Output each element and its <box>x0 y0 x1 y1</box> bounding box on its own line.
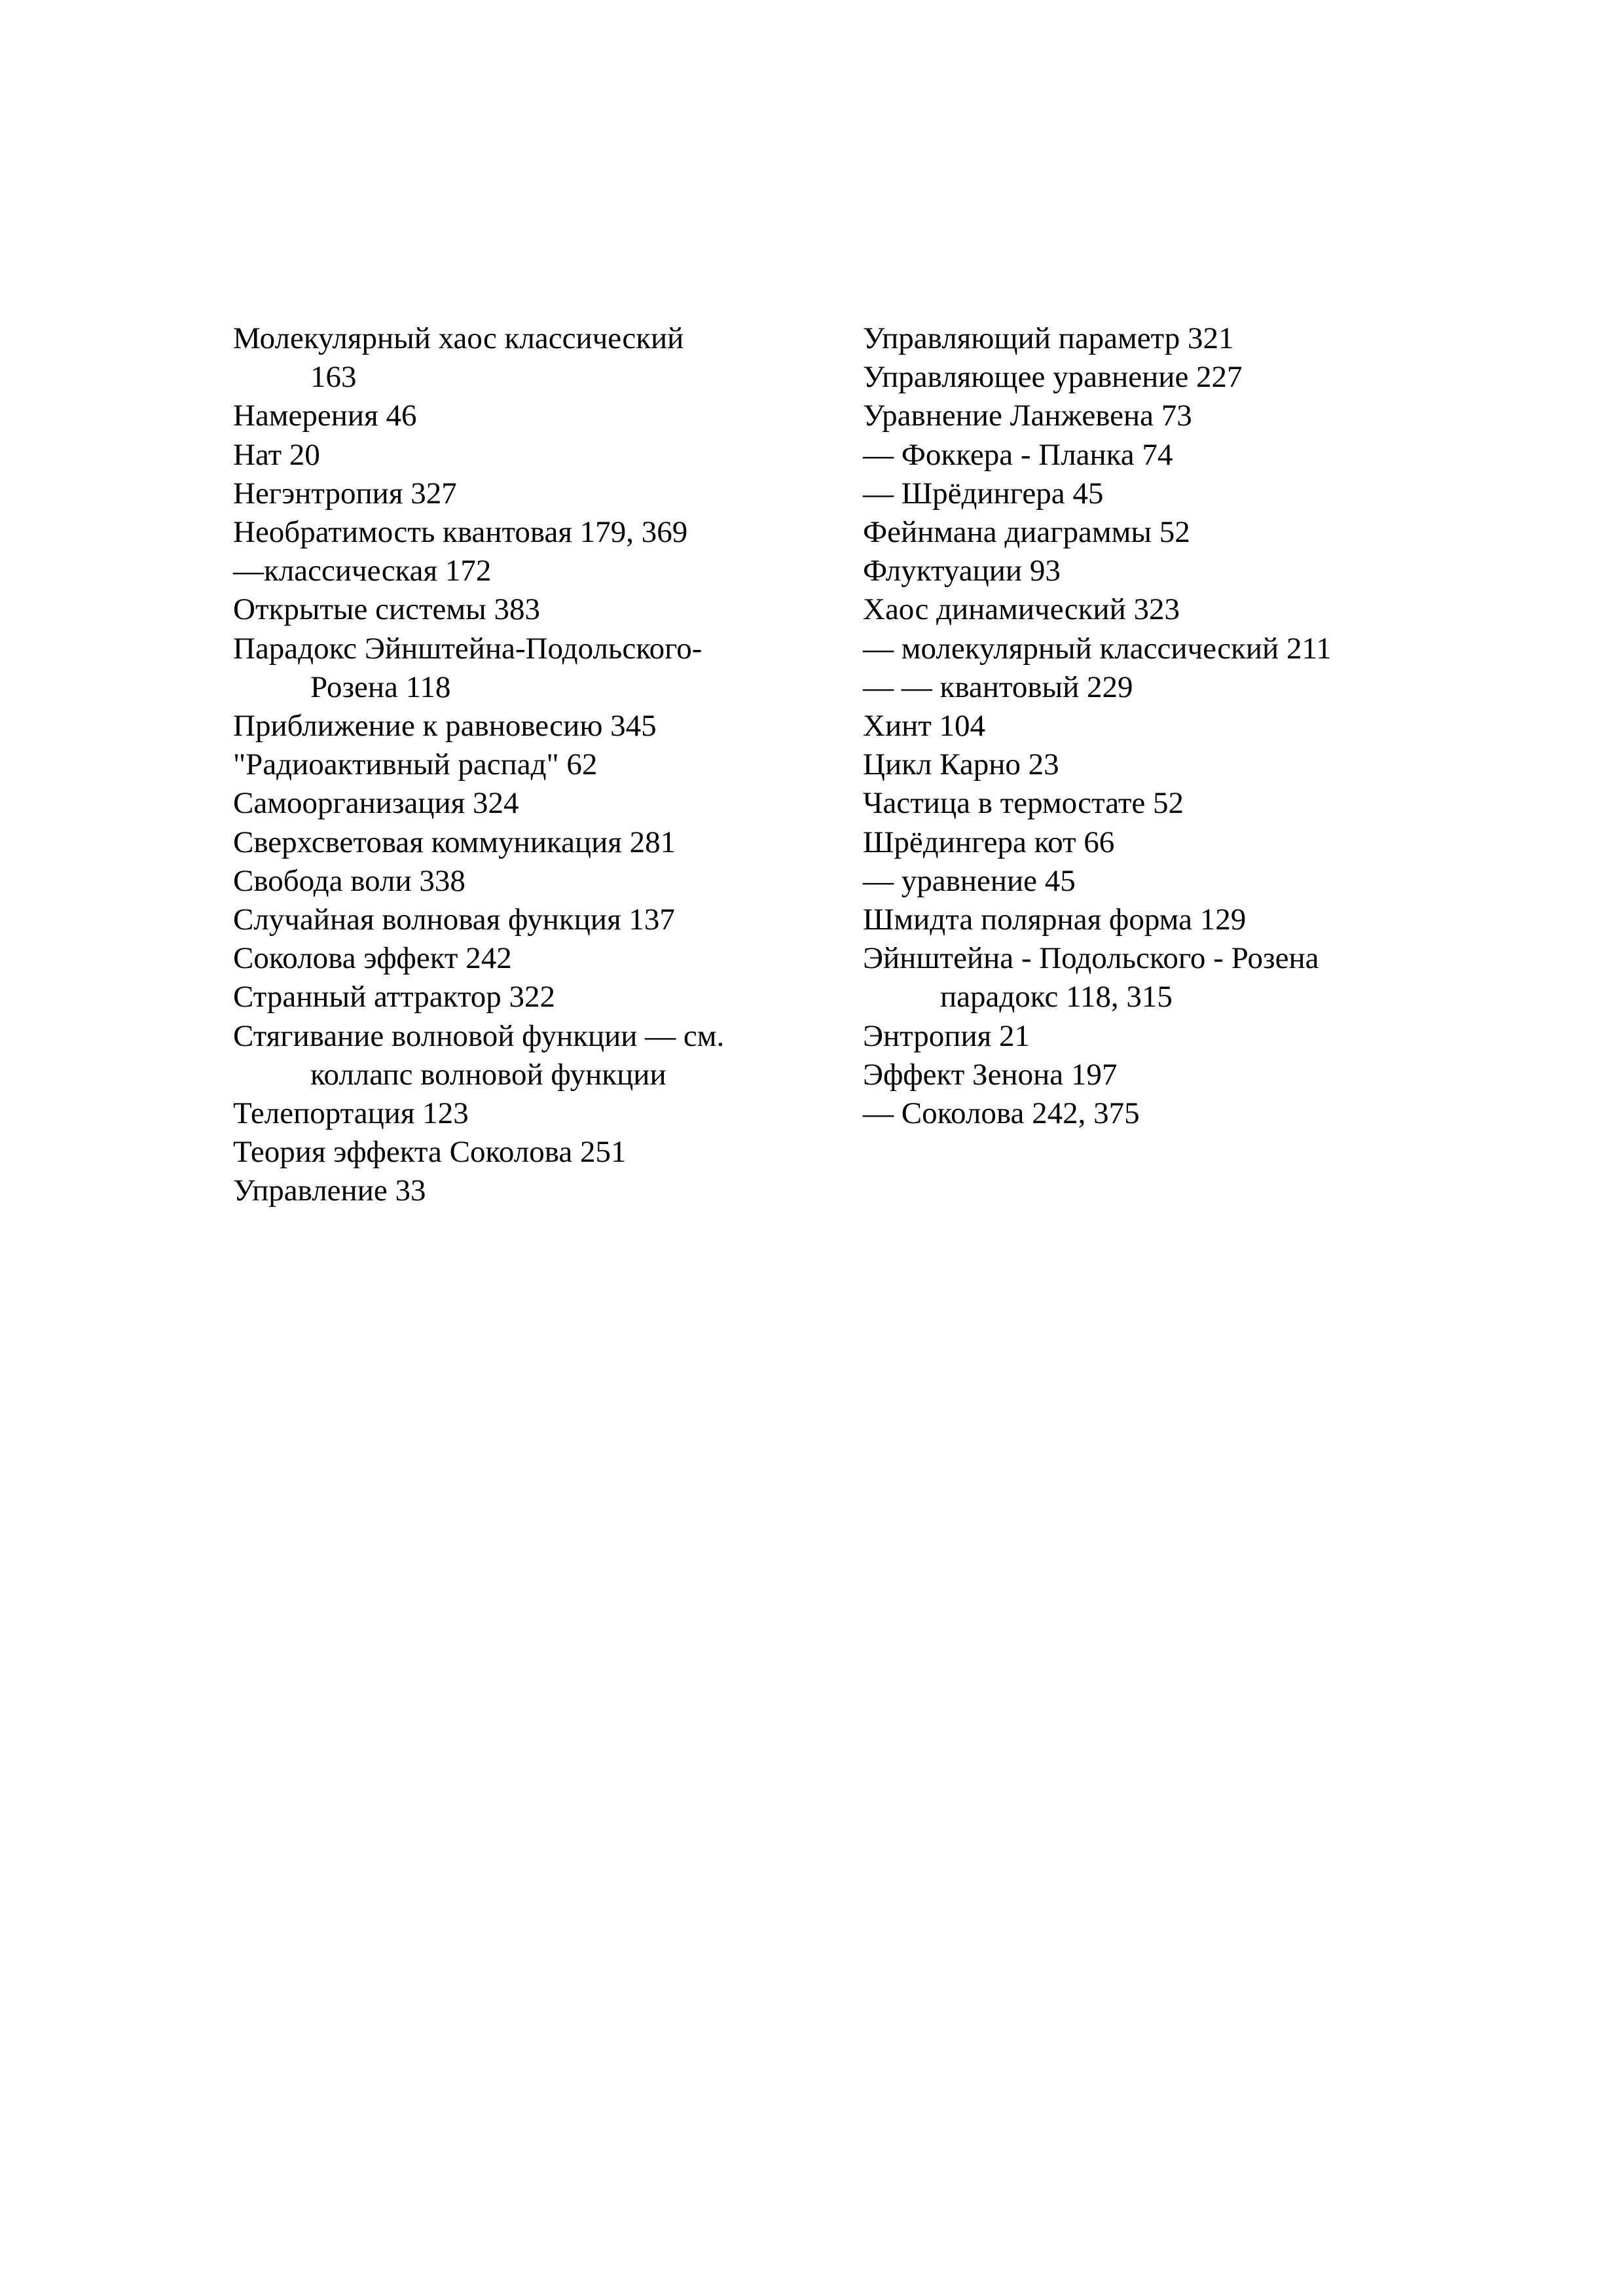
index-entry <box>233 552 822 590</box>
index-entry <box>863 397 1452 435</box>
index-entry-text: — Шрёдингера 45 <box>863 476 1104 511</box>
index-entry-text: Шрёдингера кот 66 <box>863 825 1115 859</box>
index-entry-text: Странный аттрактор 322 <box>233 980 556 1014</box>
index-entry-continuation: 163 <box>310 360 357 395</box>
index-entry-text: — уравнение 45 <box>863 863 1076 898</box>
index-entry <box>233 823 822 862</box>
index-entry <box>863 939 1452 1016</box>
index-entry <box>863 1056 1452 1094</box>
index-entry-text: Намерения 46 <box>233 399 417 433</box>
index-entry-text: Хаос динамический 323 <box>863 592 1180 627</box>
index-entry-text: Негэнтропия 327 <box>233 476 457 511</box>
index-entry <box>233 319 822 397</box>
index-entry-text: Телепортация 123 <box>233 1096 469 1131</box>
index-entry <box>233 978 822 1016</box>
index-entry <box>233 1172 822 1210</box>
index-entry <box>233 745 822 784</box>
index-entry <box>233 436 822 475</box>
index-entry <box>233 901 822 939</box>
index-entry-text: — — квантовый 229 <box>863 670 1133 704</box>
index-entry <box>233 1017 822 1094</box>
index-entry-text: Цикл Карно 23 <box>863 747 1059 782</box>
index-entry <box>233 475 822 513</box>
index-entry-text: Самоорганизация 324 <box>233 786 519 821</box>
index-entry-text: Уравнение Ланжевена 73 <box>863 399 1192 433</box>
index-entry-text: Случайная волновая функция 137 <box>233 903 675 937</box>
index-entry-text: Открытые системы 383 <box>233 592 540 627</box>
index-entry-text: Шмидта полярная форма 129 <box>863 903 1247 937</box>
index-entry-continuation: Розена 118 <box>310 670 451 704</box>
index-entry-text: Энтропия 21 <box>863 1018 1030 1053</box>
index-entry <box>863 784 1452 823</box>
index-entry-text: Свобода воли 338 <box>233 863 465 898</box>
index-entry <box>233 1094 822 1133</box>
index-entry-text: Управляющее уравнение 227 <box>863 360 1243 395</box>
index-entry-text: Эффект Зенона 197 <box>863 1057 1118 1092</box>
index-entry <box>233 397 822 435</box>
index-entry <box>863 475 1452 513</box>
index-entry-text: — молекулярный классический 211 <box>863 631 1332 666</box>
index-column-right <box>863 319 1452 1133</box>
index-entry <box>233 707 822 745</box>
index-entry <box>863 319 1452 358</box>
index-entry <box>863 630 1452 668</box>
index-entry <box>863 436 1452 475</box>
index-entry-text: — Соколова 242, 375 <box>863 1096 1140 1131</box>
index-entry <box>233 590 822 629</box>
index-entry-text: Парадокс Эйнштейна-Подольского- <box>233 631 702 666</box>
index-entry-text: Хинт 104 <box>863 709 986 744</box>
index-entry <box>863 901 1452 939</box>
index-entry-continuation: парадокс 118, 315 <box>940 980 1173 1014</box>
index-entry-text: —классическая 172 <box>233 554 492 588</box>
index-entry <box>863 1017 1452 1056</box>
index-entry <box>233 939 822 978</box>
index-entry-text: Молекулярный хаос классический <box>233 321 684 355</box>
index-entry-text: Управляющий параметр 321 <box>863 321 1234 355</box>
index-entry <box>233 513 822 552</box>
index-entry-text: Эйнштейна - Подольского - Розена <box>863 941 1319 976</box>
index-entry <box>863 668 1452 707</box>
index-entry-text: Частица в термостате 52 <box>863 786 1184 821</box>
index-entry-text: Необратимость квантовая 179, 369 <box>233 515 688 550</box>
index-entry-text: Приближение к равновесию 345 <box>233 709 657 744</box>
index-entry-text: Нат 20 <box>233 437 320 472</box>
index-entry-text: — Фоккера - Планка 74 <box>863 437 1173 472</box>
index-entry-text: Сверхсветовая коммуникация 281 <box>233 825 676 859</box>
index-entry <box>233 1133 822 1172</box>
index-entry-text: Стягивание волновой функции — см. <box>233 1018 725 1053</box>
index-entry <box>863 745 1452 784</box>
index-entry <box>863 862 1452 901</box>
index-column-left <box>233 319 822 1211</box>
index-entry-text: "Радиоактивный распад" 62 <box>233 747 598 782</box>
index-entry <box>863 590 1452 629</box>
index-entry-text: Управление 33 <box>233 1174 426 1208</box>
index-entry <box>863 1094 1452 1133</box>
index-entry <box>863 513 1452 552</box>
index-entry <box>863 823 1452 862</box>
index-entry-continuation: коллапс волновой функции <box>310 1057 666 1092</box>
index-entry <box>863 358 1452 397</box>
index-entry-text: Соколова эффект 242 <box>233 941 512 976</box>
index-entry <box>233 784 822 823</box>
index-entry <box>233 862 822 901</box>
index-entry <box>863 552 1452 590</box>
index-entry <box>233 630 822 707</box>
index-entry-text: Флуктуации 93 <box>863 554 1061 588</box>
index-entry-text: Теория эффекта Соколова 251 <box>233 1135 627 1170</box>
index-entry <box>863 707 1452 745</box>
index-entry-text: Фейнмана диаграммы 52 <box>863 515 1190 550</box>
